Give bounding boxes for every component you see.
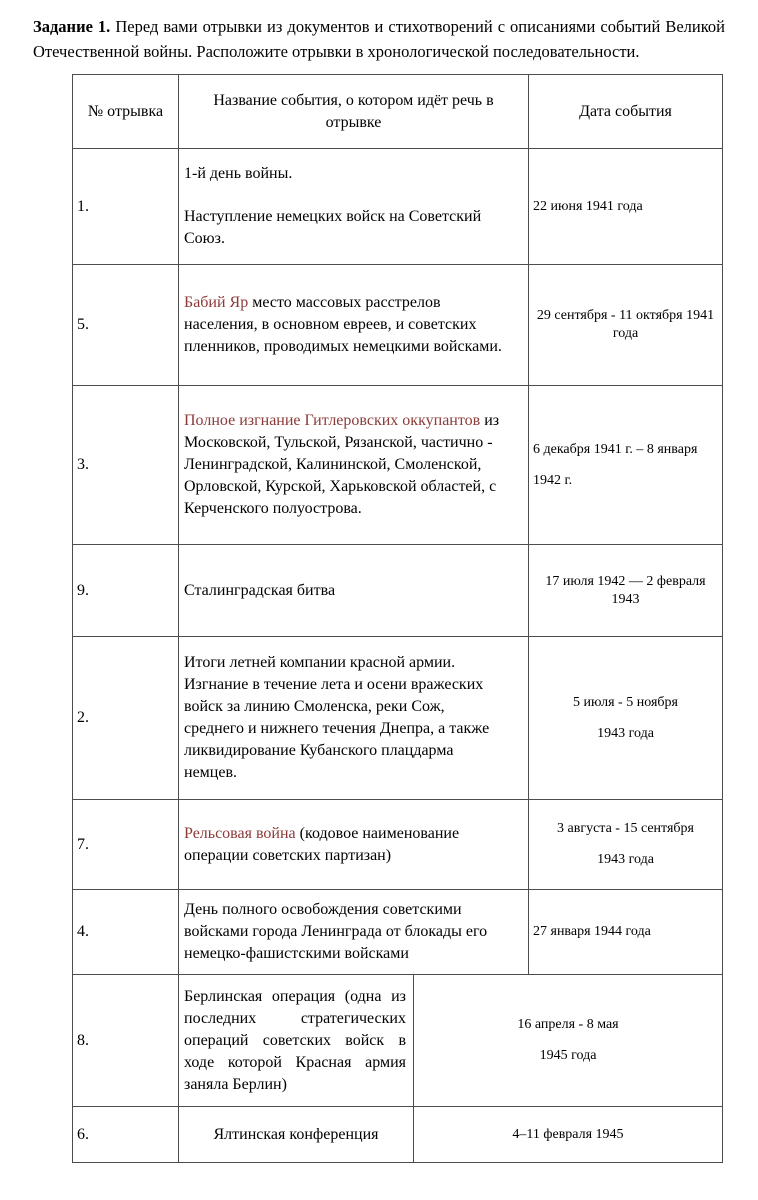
row-number: 4. (73, 890, 179, 975)
event-cell (179, 545, 529, 637)
date-cell (529, 545, 723, 637)
date-cell (529, 265, 723, 386)
date-line: 27 января 1944 года (533, 924, 651, 939)
task-intro-text: Перед вами отрывки из документов и стихотворений с описаниями событий Великой Отечественной войны. Расположите отрывки в хронологической последовательности. (33, 17, 725, 61)
date-cell (414, 975, 723, 1107)
date-line: 29 сентября - 11 октября 1941 (536, 308, 715, 323)
event-cell (179, 265, 529, 386)
table-row (73, 386, 723, 545)
date-line: 4–11 февраля 1945 (512, 1126, 624, 1142)
date-cell (414, 1107, 723, 1163)
event-text: из Московской, Тульской, Рязанской, частично - Ленинградской, Калининской, Смоленской, Орловской, Курской, Харьковской областей, с Керченского полуострова. (184, 412, 500, 517)
date-line: 16 апреля - 8 мая (517, 1017, 619, 1032)
row-number: 1. (73, 149, 179, 265)
task-intro (33, 14, 725, 64)
event-text: Сталинградская битва (184, 581, 336, 599)
date-line: 1943 года (597, 852, 654, 867)
table-row (73, 545, 723, 637)
event-paragraph: Наступление немецких войск на Советский Союз. (184, 208, 482, 247)
date-cell (529, 637, 723, 800)
date-cell (529, 890, 723, 975)
date-line: года (612, 326, 639, 341)
event-cell (179, 637, 529, 800)
event-cell (179, 149, 529, 265)
event-cell (179, 975, 414, 1107)
row-number: 8. (73, 975, 179, 1107)
row-number: 7. (73, 800, 179, 890)
row-number: 6. (73, 1107, 179, 1163)
header-date: Дата события (529, 75, 723, 149)
events-table (72, 74, 723, 1163)
event-paragraph: 1-й день войны. (184, 165, 293, 182)
table-row (73, 637, 723, 800)
event-highlight: Полное изгнание Гитлеровских оккупантов (184, 412, 481, 429)
date-cell (529, 386, 723, 545)
date-line: 22 июня 1941 года (533, 198, 643, 214)
date-line: 1942 г. (533, 472, 573, 488)
date-line: 1945 года (539, 1048, 597, 1063)
date-line: 1943 (611, 591, 640, 607)
event-highlight: Рельсовая война (184, 824, 296, 842)
date-line: 5 июля - 5 ноября (573, 694, 678, 710)
event-cell (179, 890, 529, 975)
row-number: 3. (73, 386, 179, 545)
row-number: 5. (73, 265, 179, 386)
task-label: Задание 1. (33, 17, 111, 36)
row-number: 9. (73, 545, 179, 637)
header-number: № отрывка (73, 75, 179, 149)
header-event: Название события, о котором идёт речь в отрывке (179, 75, 529, 149)
event-cell (179, 800, 529, 890)
table-row (73, 1107, 723, 1163)
event-text: место массовых расстрелов населения, в основном евреев, и советских пленников, проводимых немецкими войсками. (184, 294, 502, 355)
row-number: 2. (73, 637, 179, 800)
event-text: Берлинская операция (одна из последних стратегических операций советских войск в ходе которой Красная армия заняла Берлин) (184, 987, 406, 1093)
date-cell (529, 800, 723, 890)
table-row (73, 890, 723, 975)
event-cell (179, 386, 529, 545)
event-highlight: Бабий Яр (184, 294, 249, 311)
event-text: Итоги летней компании красной армии. Изгнание в течение лета и осени вражеских войск за линию Смоленска, реки Сож, среднего и нижнего течения Днепра, а также ликвидирование Кубанского плацдарма немцев. (184, 654, 490, 781)
date-line: 3 августа - 15 сентября (557, 821, 694, 836)
table-row (73, 975, 723, 1107)
table-row (73, 149, 723, 265)
date-cell (529, 149, 723, 265)
event-text: Ялтинская конференция (213, 1125, 379, 1143)
date-line: 17 июля 1942 — 2 февраля (545, 573, 706, 589)
event-text: (кодовое наименование операции советских партизан) (184, 824, 460, 864)
event-text: День полного освобождения советскими войсками города Ленинграда от блокады его немецко-фашистскими войсками (184, 901, 488, 962)
event-cell (179, 1107, 414, 1163)
date-line: 6 декабря 1941 г. – 8 января (533, 441, 698, 457)
date-line: 1943 года (597, 725, 654, 741)
table-row (73, 265, 723, 386)
table-header-row (73, 75, 723, 149)
table-row (73, 800, 723, 890)
